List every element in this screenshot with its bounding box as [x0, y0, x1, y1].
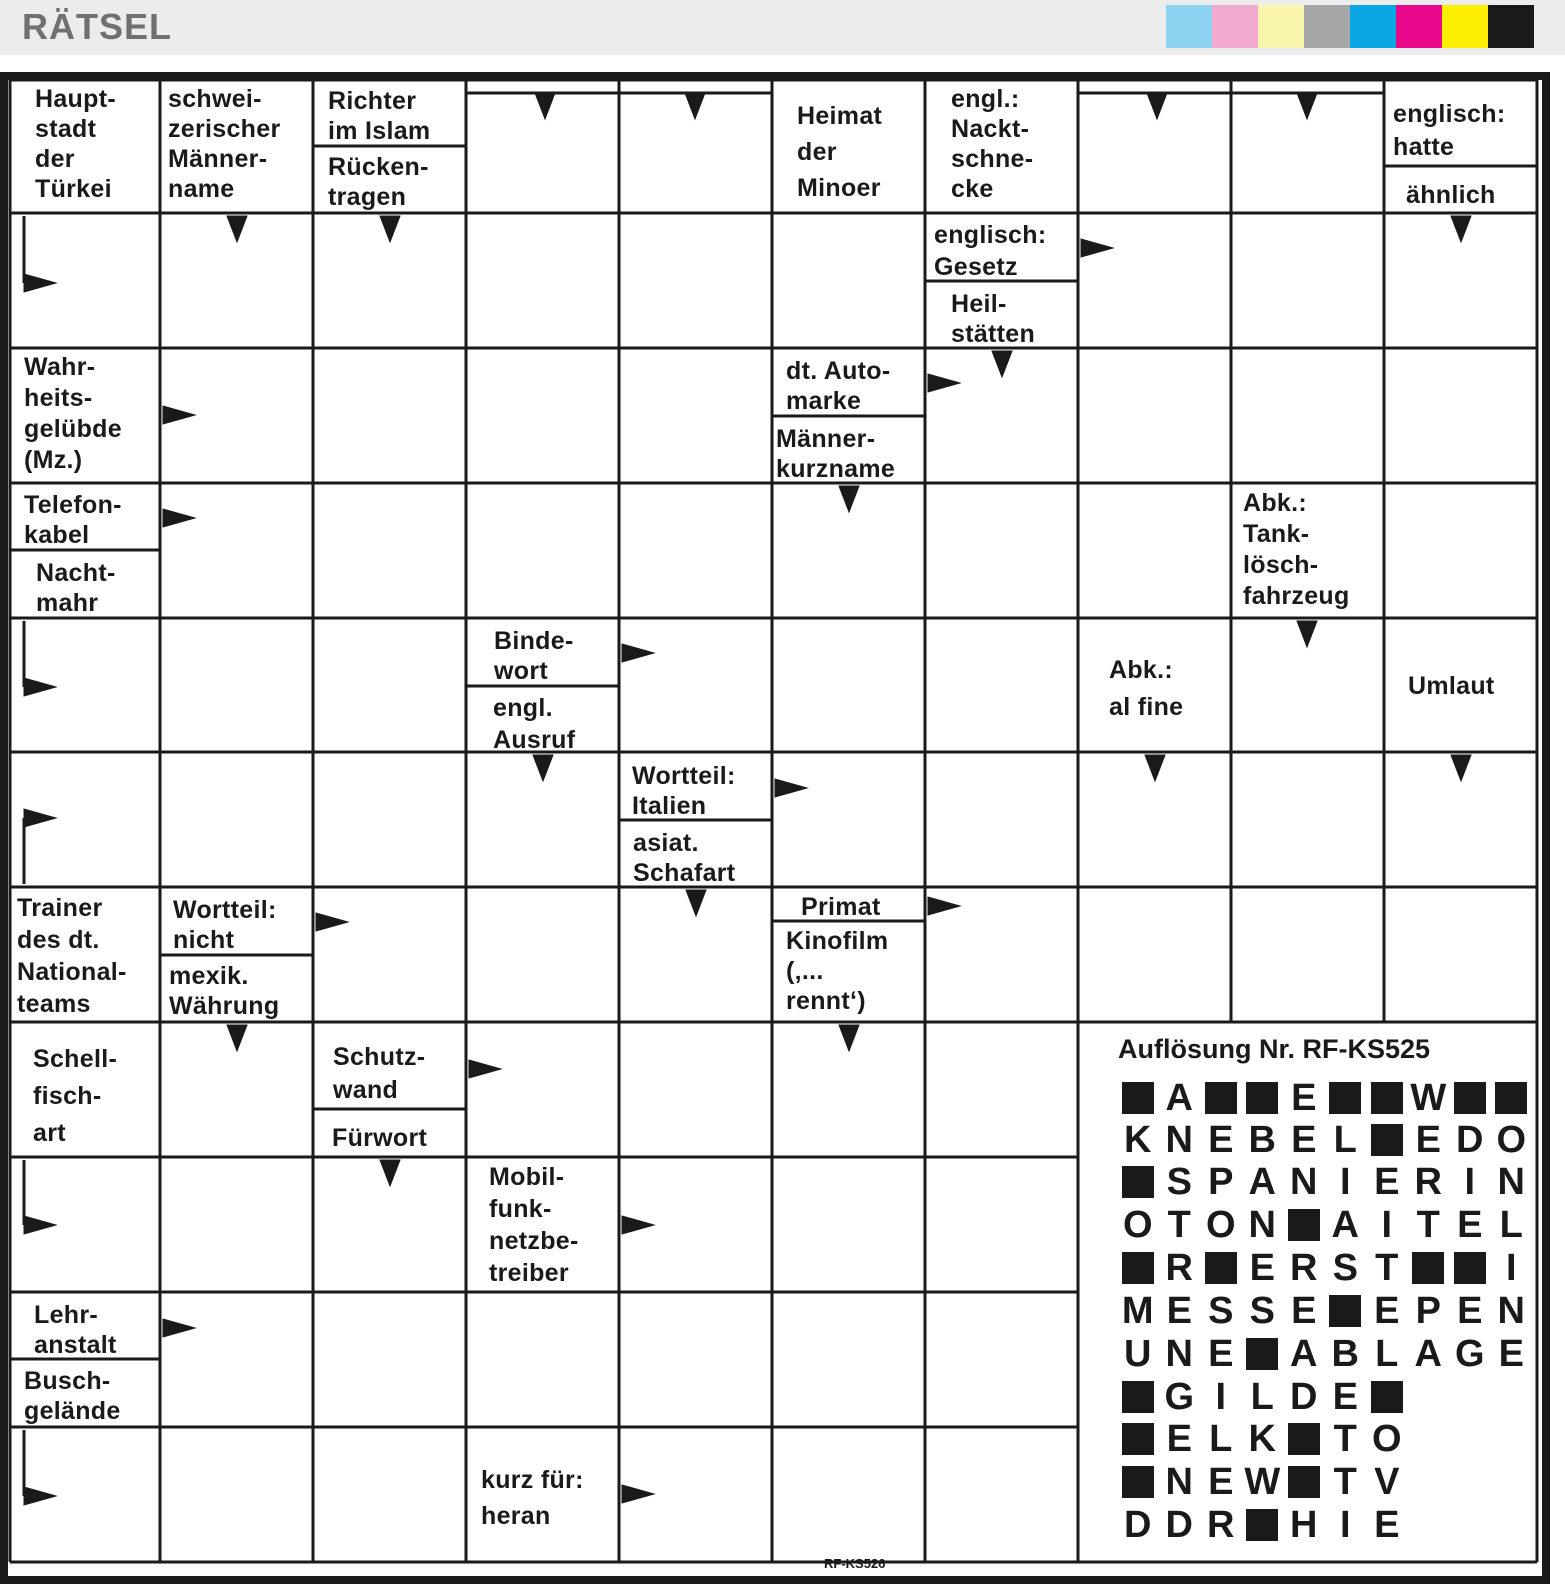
- clue-nacktschnecke: engl.: Nackt- schne- cke: [951, 85, 1034, 203]
- solution-black-square: [1117, 1419, 1159, 1459]
- solution-letter: B: [1331, 1332, 1359, 1375]
- clue-schweizerisch: schwei- zerischer Männer- name: [168, 85, 281, 203]
- solution-letter: E: [1166, 1289, 1192, 1332]
- clue-richter: Richter im Islam: [328, 87, 431, 145]
- solution-letter: O: [1205, 1203, 1236, 1246]
- arrow-right-icon: [928, 897, 960, 915]
- arrow-down-icon: [1145, 755, 1165, 781]
- clue-ausruf: engl. Ausruf: [493, 694, 576, 754]
- puzzle-code: RF-KS526: [824, 1556, 886, 1571]
- clue-wahrheit: Wahr- heits- gelübde (Mz.): [24, 353, 122, 474]
- solution-letter: P: [1208, 1160, 1234, 1203]
- solution-letter: L: [1333, 1118, 1357, 1161]
- solution-letter: E: [1374, 1503, 1400, 1546]
- arrow-down-icon: [1451, 755, 1471, 781]
- clue-heimat: Heimat der Minoer: [797, 102, 883, 202]
- solution-letter: T: [1333, 1460, 1357, 1503]
- solution-letter: P: [1415, 1289, 1441, 1332]
- arrow-right-icon: [928, 374, 960, 392]
- clue-nicht: Wortteil: nicht: [173, 896, 277, 954]
- solution-row: [1117, 1205, 1532, 1245]
- arrow-right-icon: [24, 1487, 56, 1505]
- solution-letter: E: [1166, 1417, 1192, 1460]
- solution-letter: N: [1165, 1118, 1193, 1161]
- arrow-down-icon: [533, 755, 553, 781]
- clue-waehrung: mexik. Währung: [169, 962, 280, 1020]
- solution-letter: T: [1375, 1246, 1399, 1289]
- solution-black-square: [1366, 1078, 1408, 1118]
- arrow-down-icon: [535, 93, 555, 119]
- solution-letter: E: [1291, 1118, 1317, 1161]
- solution-black-square: [1491, 1078, 1533, 1118]
- clue-trainer: Trainer des dt. National- teams: [17, 894, 127, 1018]
- clue-kinofilm: Kinofilm (‚... rennt‘): [786, 927, 889, 1015]
- arrow-down-icon: [839, 1025, 859, 1051]
- solution-letter: R: [1165, 1246, 1193, 1289]
- solution-letter: E: [1498, 1332, 1524, 1375]
- solution-letter: E: [1208, 1118, 1234, 1161]
- solution-black-square: [1242, 1334, 1284, 1374]
- solution-letter: W: [1244, 1460, 1281, 1503]
- solution-letter: R: [1414, 1160, 1442, 1203]
- solution-letter: A: [1290, 1332, 1318, 1375]
- solution-letter: I: [1505, 1246, 1517, 1289]
- arrow-right-icon: [24, 274, 56, 292]
- solution-letter: V: [1374, 1460, 1400, 1503]
- solution-letter: A: [1165, 1076, 1193, 1119]
- solution-letter: E: [1332, 1375, 1358, 1418]
- clue-italien: Wortteil: Italien: [632, 762, 736, 820]
- arrow-right-icon: [24, 809, 56, 827]
- solution-letter: D: [1165, 1503, 1193, 1546]
- solution-letter: H: [1290, 1503, 1318, 1546]
- solution-letter: L: [1375, 1332, 1399, 1375]
- solution-title: Auflösung Nr. RF-KS525: [1118, 1034, 1431, 1064]
- arrow-down-icon: [1451, 216, 1471, 242]
- solution-letter: I: [1339, 1503, 1351, 1546]
- solution-letter: N: [1248, 1203, 1276, 1246]
- solution-letter: O: [1371, 1417, 1402, 1460]
- clue-bindewort: Binde- wort: [494, 627, 574, 685]
- arrow-down-icon: [227, 216, 247, 242]
- solution-row: [1117, 1248, 1532, 1288]
- solution-letter: S: [1208, 1289, 1234, 1332]
- clue-schutzwand: Schutz- wand: [333, 1043, 426, 1104]
- solution-black-square: [1117, 1162, 1159, 1202]
- arrow-right-icon: [622, 1216, 654, 1234]
- solution-letter: I: [1464, 1160, 1476, 1203]
- solution-letter: D: [1290, 1375, 1318, 1418]
- solution-row: [1117, 1505, 1408, 1545]
- clue-maennerkurz: Männer- kurzname: [776, 425, 896, 483]
- solution-letter: I: [1215, 1375, 1227, 1418]
- solution-letter: N: [1497, 1289, 1525, 1332]
- solution-letter: O: [1122, 1203, 1153, 1246]
- arrow-down-icon: [686, 890, 706, 916]
- solution-row: [1117, 1419, 1408, 1459]
- solution-letter: M: [1121, 1289, 1154, 1332]
- solution-letter: I: [1381, 1203, 1393, 1246]
- solution-row: [1117, 1078, 1532, 1118]
- arrow-down-icon: [992, 351, 1012, 377]
- solution-letter: N: [1165, 1332, 1193, 1375]
- clue-lehranstalt: Lehr- anstalt: [34, 1301, 117, 1359]
- solution-letter: D: [1456, 1118, 1484, 1161]
- arrow-down-icon: [380, 1160, 400, 1186]
- clue-gesetz: englisch: Gesetz: [934, 221, 1047, 281]
- solution-letter: O: [1496, 1118, 1527, 1161]
- solution-letter: D: [1124, 1503, 1152, 1546]
- solution-letter: N: [1165, 1460, 1193, 1503]
- solution-black-square: [1117, 1462, 1159, 1502]
- arrow-down-icon: [380, 216, 400, 242]
- arrow-right-icon: [316, 913, 348, 931]
- solution-row: [1117, 1334, 1532, 1374]
- solution-black-square: [1117, 1078, 1159, 1118]
- solution-row: [1117, 1462, 1408, 1502]
- clue-umlaut: Umlaut: [1408, 672, 1495, 700]
- solution-letter: A: [1414, 1332, 1442, 1375]
- page-title: RÄTSEL: [22, 6, 172, 47]
- clue-aehnlich: ähnlich: [1406, 181, 1496, 209]
- solution-letter: W: [1410, 1076, 1447, 1119]
- solution-letter: S: [1249, 1289, 1275, 1332]
- clue-buschgelaende: Busch- gelände: [24, 1367, 121, 1425]
- solution-black-square: [1283, 1419, 1325, 1459]
- solution-black-square: [1242, 1505, 1284, 1545]
- solution-letter: E: [1291, 1076, 1317, 1119]
- arrow-right-icon: [775, 779, 807, 797]
- solution-letter: A: [1248, 1160, 1276, 1203]
- arrow-right-icon: [24, 678, 56, 696]
- solution-black-square: [1283, 1205, 1325, 1245]
- solution-letter: E: [1249, 1246, 1275, 1289]
- solution-letter: G: [1164, 1375, 1195, 1418]
- solution-letter: E: [1457, 1203, 1483, 1246]
- solution-letter: R: [1290, 1246, 1318, 1289]
- solution-black-square: [1117, 1377, 1159, 1417]
- solution-black-square: [1117, 1248, 1159, 1288]
- clue-tankloesch: Abk.: Tank- lösch- fahrzeug: [1243, 489, 1350, 610]
- solution-letter: T: [1333, 1417, 1357, 1460]
- arrow-right-icon: [469, 1060, 501, 1078]
- solution-letter: E: [1374, 1160, 1400, 1203]
- solution-letter: K: [1124, 1118, 1152, 1161]
- solution-black-square: [1325, 1291, 1367, 1331]
- clue-mobilfunk: Mobil- funk- netzbe- treiber: [489, 1163, 579, 1287]
- solution-letter: R: [1207, 1503, 1235, 1546]
- solution-letter: E: [1457, 1289, 1483, 1332]
- solution-letter: K: [1248, 1417, 1276, 1460]
- clue-fuerwort: Fürwort: [332, 1124, 428, 1152]
- arrow-down-icon: [227, 1025, 247, 1051]
- arrow-down-icon: [1297, 93, 1317, 119]
- solution-letter: L: [1209, 1417, 1233, 1460]
- solution-letter: S: [1166, 1160, 1192, 1203]
- clue-primat: Primat: [801, 893, 881, 921]
- solution-letter: E: [1291, 1289, 1317, 1332]
- solution-letter: G: [1454, 1332, 1485, 1375]
- clue-automarke: dt. Auto- marke: [786, 357, 891, 415]
- solution-black-square: [1283, 1462, 1325, 1502]
- arrow-right-icon: [163, 406, 195, 424]
- solution-black-square: [1408, 1248, 1450, 1288]
- solution-letter: E: [1374, 1289, 1400, 1332]
- arrow-down-icon: [1147, 93, 1167, 119]
- solution-black-square: [1449, 1078, 1491, 1118]
- arrow-right-icon: [163, 509, 195, 527]
- clue-schellfisch: Schell- fisch- art: [33, 1045, 118, 1147]
- solution-letter: S: [1332, 1246, 1358, 1289]
- clue-hatte: englisch: hatte: [1393, 100, 1506, 161]
- clue-alfine: Abk.: al fine: [1109, 656, 1184, 721]
- clue-ruecken: Rücken- tragen: [328, 153, 429, 211]
- solution-letter: L: [1499, 1203, 1523, 1246]
- arrow-down-icon: [1297, 621, 1317, 647]
- solution-row: [1117, 1120, 1532, 1160]
- solution-letter: U: [1124, 1332, 1152, 1375]
- solution-letter: B: [1248, 1118, 1276, 1161]
- solution-letter: T: [1416, 1203, 1440, 1246]
- solution-black-square: [1200, 1248, 1242, 1288]
- arrow-down-icon: [839, 486, 859, 512]
- arrow-right-icon: [24, 1216, 56, 1234]
- solution-black-square: [1366, 1120, 1408, 1160]
- clue-heran: kurz für: heran: [481, 1466, 584, 1530]
- solution-black-square: [1366, 1377, 1408, 1417]
- solution-letter: L: [1250, 1375, 1274, 1418]
- solution-letter: T: [1167, 1203, 1191, 1246]
- solution-row: [1117, 1291, 1532, 1331]
- solution-black-square: [1325, 1078, 1367, 1118]
- solution-letter: E: [1415, 1118, 1441, 1161]
- solution-black-square: [1242, 1078, 1284, 1118]
- solution-row: [1117, 1162, 1532, 1202]
- clue-hauptstadt: Haupt- stadt der Türkei: [35, 85, 116, 203]
- solution-black-square: [1200, 1078, 1242, 1118]
- arrow-right-icon: [622, 644, 654, 662]
- solution-letter: A: [1331, 1203, 1359, 1246]
- solution-letter: I: [1339, 1160, 1351, 1203]
- solution-letter: N: [1290, 1160, 1318, 1203]
- clue-nachtmahr: Nacht- mahr: [36, 559, 116, 617]
- clue-heilstaetten: Heil- stätten: [951, 290, 1036, 348]
- arrow-down-icon: [685, 93, 705, 119]
- arrow-right-icon: [1081, 239, 1113, 257]
- arrow-right-icon: [622, 1485, 654, 1503]
- solution-letter: N: [1497, 1160, 1525, 1203]
- solution-letter: E: [1208, 1332, 1234, 1375]
- clue-telefonkabel: Telefon- kabel: [24, 491, 122, 549]
- solution-letter: E: [1208, 1460, 1234, 1503]
- clue-schafart: asiat. Schafart: [633, 829, 736, 887]
- arrow-right-icon: [163, 1319, 195, 1337]
- solution-black-square: [1449, 1248, 1491, 1288]
- solution-row: [1117, 1377, 1408, 1417]
